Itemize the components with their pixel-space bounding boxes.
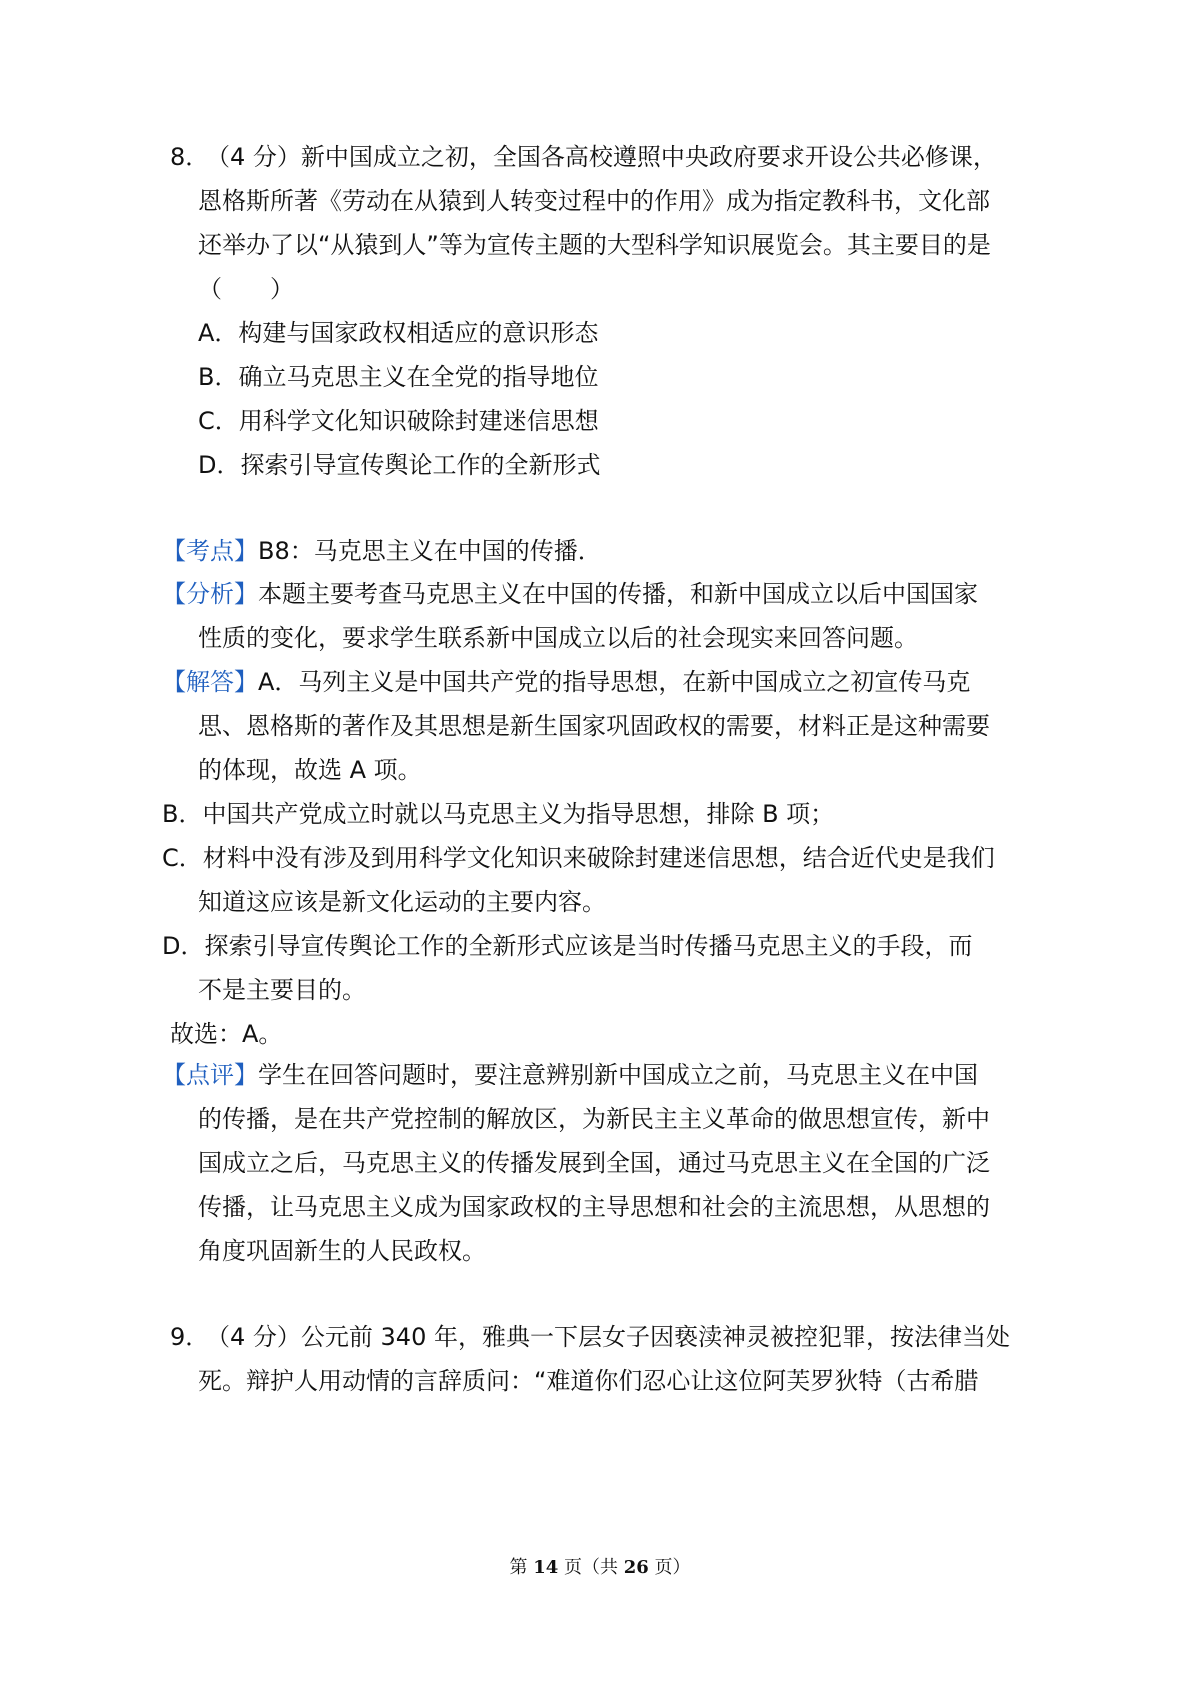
question-9-stem-line: 死。辩护人用动情的言辞质问：“难道你们忍心让这位阿芙罗狄特（古希腊 — [198, 1367, 979, 1395]
footer-prefix: 第 — [509, 1557, 528, 1578]
dianping-line: 国成立之后，马克思主义的传播发展到全国，通过马克思主义在全国的广泛 — [198, 1149, 990, 1177]
fenxi-line: 性质的变化，要求学生联系新中国成立以后的社会现实来回答问题。 — [198, 624, 918, 652]
question-8-number: 8． — [170, 143, 210, 171]
page-footer — [0, 1556, 1200, 1580]
total-pages-number: 26 — [623, 1557, 649, 1578]
question-9-number: 9． — [170, 1323, 210, 1351]
fenxi-tag: 【分析】 — [162, 580, 258, 608]
question-9-stem-line: （4 分）公元前 340 年，雅典一下层女子因亵渎神灵被控犯罪，按法律当处 — [206, 1323, 1010, 1351]
explanation-d: D．探索引导宣传舆论工作的全新形式应该是当时传播马克思主义的手段，而 — [162, 932, 973, 960]
dianping-line: 传播，让马克思主义成为国家政权的主导思想和社会的主流思想，从思想的 — [198, 1193, 990, 1221]
explanation-c-cont: 知道这应该是新文化运动的主要内容。 — [198, 888, 606, 916]
jieda-line: 的体现，故选 A 项。 — [198, 756, 422, 784]
question-8-answer-blank: （ ） — [198, 275, 294, 303]
dianping-section — [162, 1058, 978, 1092]
kaodian-tag: 【考点】 — [162, 537, 258, 565]
option-c: C．用科学文化知识破除封建迷信思想 — [198, 407, 599, 435]
jieda-section — [162, 665, 970, 699]
jieda-line: A．马列主义是中国共产党的指导思想，在新中国成立之初宣传马克 — [258, 668, 971, 696]
jieda-line: 思、恩格斯的著作及其思想是新生国家巩固政权的需要，材料正是这种需要 — [198, 712, 990, 740]
fenxi-line: 本题主要考查马克思主义在中国的传播，和新中国成立以后中国国家 — [258, 580, 978, 608]
footer-middle: 页（共 — [564, 1557, 618, 1578]
question-8-stem-line: （4 分）新中国成立之初，全国各高校遵照中央政府要求开设公共必修课， — [206, 143, 997, 171]
kaodian-text: B8：马克思主义在中国的传播． — [258, 537, 602, 565]
question-8-stem-line: 还举办了以“从猿到人”等为宣传主题的大型科学知识展览会。其主要目的是 — [198, 231, 991, 259]
fenxi-section — [162, 577, 978, 611]
explanation-c: C．材料中没有涉及到用科学文化知识来破除封建迷信思想，结合近代史是我们 — [162, 844, 995, 872]
jieda-tag: 【解答】 — [162, 668, 258, 696]
dianping-line: 角度巩固新生的人民政权。 — [198, 1237, 486, 1265]
kaodian-section — [162, 534, 602, 568]
explanation-d-cont: 不是主要目的。 — [198, 976, 366, 1004]
footer-suffix: 页） — [654, 1557, 691, 1578]
dianping-tag: 【点评】 — [162, 1061, 258, 1089]
option-a: A．构建与国家政权相适应的意识形态 — [198, 319, 599, 347]
final-answer: 故选：A。 — [170, 1020, 283, 1048]
dianping-line: 的传播，是在共产党控制的解放区，为新民主主义革命的做思想宣传，新中 — [198, 1105, 990, 1133]
dianping-line: 学生在回答问题时，要注意辨别新中国成立之前，马克思主义在中国 — [258, 1061, 978, 1089]
explanation-b: B．中国共产党成立时就以马克思主义为指导思想，排除 B 项； — [162, 800, 835, 828]
option-d: D．探索引导宣传舆论工作的全新形式 — [198, 451, 601, 479]
option-b: B．确立马克思主义在全党的指导地位 — [198, 363, 599, 391]
current-page-number: 14 — [533, 1557, 559, 1578]
question-8-stem-line: 恩格斯所著《劳动在从猿到人转变过程中的作用》成为指定教科书，文化部 — [198, 187, 990, 215]
